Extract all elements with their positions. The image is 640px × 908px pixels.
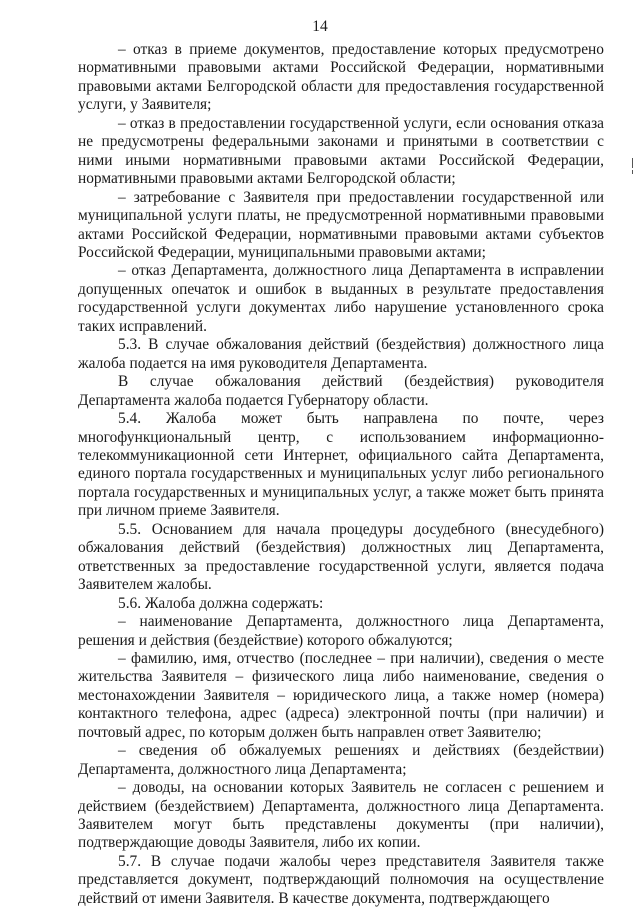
paragraph-item-applicant-details: – фамилию, имя, отчество (последнее – при наличии), сведения о месте жительства Заявителя – физического лица либо наименование, сведения о местонахождении Заявителя – юридического лица, а также номер (номера) контактного телефона, адрес (адреса) электронной почты (при наличии) и почтовый адрес, по которым должен быть направлен ответ Заявителю; bbox=[78, 649, 604, 741]
paragraph-fee-demand: – затребование с Заявителя при предоставлении государственной или муниципальной услуги платы, не предусмотренной нормативными правовыми актами Российской Федерации, нормативными правовыми актами субъектов Российской Федерации, муниципальными правовыми актами; bbox=[78, 188, 604, 261]
paragraph-5-6: 5.6. Жалоба должна содержать: bbox=[118, 594, 324, 612]
paragraph-5-5: 5.5. Основанием для начала процедуры досудебного (внесудебного) обжалования действий (бездействия) должностных лиц Департамента, ответственных за предоставление государственной услуги, является подача Заявителем жалобы. bbox=[78, 520, 604, 594]
margin-scan-mark bbox=[632, 158, 633, 168]
paragraph-5-3-governor: В случае обжалования действий (бездействия) руководителя Департамента жалоба подается Губернатору области. bbox=[78, 373, 604, 409]
paragraph-refusal-service: – отказ в предоставлении государственной услуги, если основания отказа не предусмотрены федеральными законами и принятыми в соответствии с ними иными нормативными правовыми актами Российской Федерации, нормативными правовыми актами Белгородской области; bbox=[78, 114, 604, 188]
paragraph-5-3: 5.3. В случае обжалования действий (бездействия) должностного лица жалоба подается на имя руководителя Департамента. bbox=[78, 336, 604, 372]
paragraph-5-7: 5.7. В случае подачи жалобы через представителя Заявителя также представляется документ, подтверждающий полномочия на осуществление действий от имени Заявителя. В качестве документа, подтверждающего bbox=[78, 852, 604, 907]
paragraph-item-name: – наименование Департамента, должностного лица Департамента, решения и действия (бездействие) которого обжалуются; bbox=[78, 613, 604, 649]
paragraph-5-4: 5.4. Жалоба может быть направлена по почте, через многофункциональный центр, с использованием информационно-телекоммуникационной сети Интернет, официального сайта Департамента, единого портала государственных и муниципальных услуг либо регионального портала государственных и муниципальных услуг, а также может быть принята при личном приеме Заявителя. bbox=[78, 410, 604, 520]
paragraph-item-arguments: – доводы, на основании которых Заявитель не согласен с решением и действием (бездействием) Департамента, должностного лица Департамента. Заявителем могут быть представлены документы (при наличии), подтверждающие доводы Заявителя, либо их копии. bbox=[78, 779, 604, 852]
document-body bbox=[78, 41, 604, 908]
page-number: 14 bbox=[312, 18, 328, 35]
paragraph-refusal-corrections: – отказ Департамента, должностного лица Департамента в исправлении допущенных опечаток и ошибок в выданных в результате предоставления государственной услуги документах либо нарушение установленного срока таких исправлений. bbox=[78, 262, 604, 335]
margin-scan-mark bbox=[632, 170, 633, 174]
paragraph-item-decisions: – сведения об обжалуемых решениях и действиях (бездействии) Департамента, должностного лица Департамента; bbox=[78, 742, 604, 778]
paragraph-refusal-documents: – отказ в приеме документов, предоставление которых предусмотрено нормативными правовыми актами Российской Федерации, нормативными правовыми актами Белгородской области для предоставления государственной услуги, у Заявителя; bbox=[78, 41, 604, 114]
